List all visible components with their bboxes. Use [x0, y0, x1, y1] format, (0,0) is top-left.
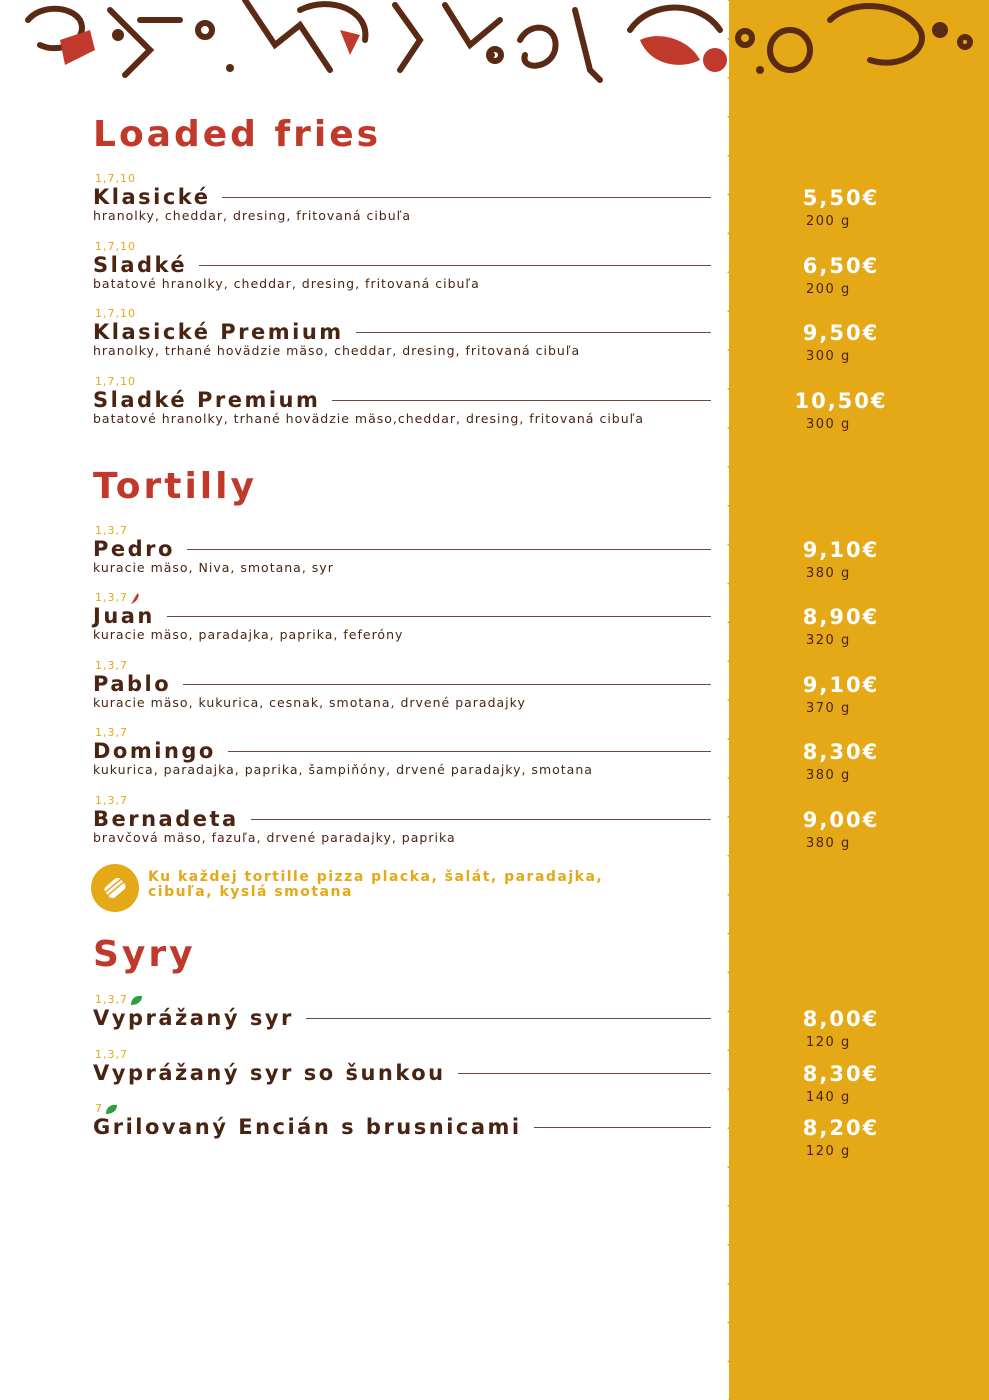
menu-item — [93, 591, 893, 651]
item-weight: 120 g — [806, 1144, 851, 1159]
item-weight: 300 g — [806, 417, 851, 432]
item-name: Sladké — [93, 253, 188, 277]
vegetarian-leaf-icon — [105, 1104, 118, 1115]
menu-item — [93, 659, 893, 719]
menu-item — [93, 1048, 893, 1108]
item-name-row — [93, 1005, 711, 1031]
item-price: 5,50€ — [802, 186, 880, 210]
item-name-row — [93, 603, 711, 629]
section-title-loaded-fries: Loaded fries — [93, 114, 382, 155]
allergens-label: 1,7,10 — [95, 172, 136, 185]
item-weight: 320 g — [806, 633, 851, 648]
leader-line — [199, 265, 711, 266]
allergens-label: 1,3,7 — [95, 524, 128, 537]
item-description: bravčová mäso, fazuľa, drvené paradajky, paprika — [93, 830, 456, 845]
item-weight: 380 g — [806, 836, 851, 851]
allergens-label: 7 — [95, 1102, 118, 1115]
tortilla-note-text: Ku každej tortille pizza placka, šalát, paradajka, cibuľa, kyslá smotana — [148, 869, 604, 900]
leader-line — [167, 616, 711, 617]
allergens-label: 1,3,7 — [95, 794, 128, 807]
aztec-pattern-icon — [0, 0, 989, 92]
item-price: 6,50€ — [802, 254, 880, 278]
section-title-tortilly: Tortilly — [93, 466, 257, 507]
menu-item — [93, 794, 893, 854]
menu-item — [93, 1102, 893, 1162]
allergens-label: 1,3,7 — [95, 726, 128, 739]
leader-line — [534, 1127, 711, 1128]
item-weight: 370 g — [806, 701, 851, 716]
item-name: Domingo — [93, 739, 216, 763]
tortilla-note — [91, 864, 651, 914]
leader-line — [251, 819, 711, 820]
item-name: Sladké Premium — [93, 388, 321, 412]
item-name-row — [93, 671, 711, 697]
item-price: 9,00€ — [802, 808, 880, 832]
item-name-row — [93, 387, 711, 413]
menu-item — [93, 993, 893, 1053]
leader-line — [222, 197, 711, 198]
menu-item — [93, 240, 893, 300]
leader-line — [183, 684, 711, 685]
allergens-label: 1,7,10 — [95, 240, 136, 253]
item-name: Pablo — [93, 672, 172, 696]
item-price: 9,10€ — [802, 673, 880, 697]
item-weight: 380 g — [806, 566, 851, 581]
item-name-row — [93, 806, 711, 832]
item-description: kuracie mäso, paradajka, paprika, feferóny — [93, 627, 404, 642]
vegetarian-leaf-icon — [130, 995, 143, 1006]
item-weight: 380 g — [806, 768, 851, 783]
item-price: 8,00€ — [802, 1007, 880, 1031]
item-name: Grilovaný Encián s brusnicami — [93, 1115, 522, 1139]
item-description: batatové hranolky, trhané hovädzie mäso,cheddar, dresing, fritovaná cibuľa — [93, 411, 644, 426]
allergens-label: 1,3,7 — [95, 1048, 128, 1061]
item-name-row — [93, 252, 711, 278]
allergens-label: 1,3,7 — [95, 659, 128, 672]
allergens-label: 1,3,7 — [95, 591, 140, 605]
menu-item — [93, 726, 893, 786]
item-name: Vyprážaný syr — [93, 1006, 294, 1030]
item-name: Pedro — [93, 537, 175, 561]
item-description: kuracie mäso, Niva, smotana, syr — [93, 560, 334, 575]
item-name-row — [93, 1060, 711, 1086]
allergens-label: 1,7,10 — [95, 375, 136, 388]
item-name-row — [93, 1114, 711, 1140]
item-price: 8,30€ — [802, 740, 880, 764]
item-weight: 120 g — [806, 1035, 851, 1050]
item-description: kukurica, paradajka, paprika, šampiňóny, drvené paradajky, smotana — [93, 762, 593, 777]
menu-item — [93, 524, 893, 584]
item-price: 9,10€ — [802, 538, 880, 562]
item-description: hranolky, cheddar, dresing, fritovaná cibuľa — [93, 208, 412, 223]
item-price: 8,90€ — [802, 605, 880, 629]
leader-line — [458, 1073, 711, 1074]
item-name-row — [93, 536, 711, 562]
item-name-row — [93, 738, 711, 764]
item-price: 8,20€ — [802, 1116, 880, 1140]
tortilla-icon — [91, 864, 139, 912]
item-price: 8,30€ — [802, 1062, 880, 1086]
menu-item — [93, 375, 893, 435]
leader-line — [187, 549, 711, 550]
item-weight: 200 g — [806, 282, 851, 297]
item-price: 9,50€ — [802, 321, 880, 345]
item-description: kuracie mäso, kukurica, cesnak, smotana, drvené paradajky — [93, 695, 526, 710]
item-name: Klasické Premium — [93, 320, 344, 344]
section-title-syry: Syry — [93, 934, 196, 975]
item-weight: 200 g — [806, 214, 851, 229]
item-price: 10,50€ — [794, 389, 888, 413]
item-name: Bernadeta — [93, 807, 239, 831]
allergens-label: 1,7,10 — [95, 307, 136, 320]
leader-line — [356, 332, 711, 333]
menu-item — [93, 172, 893, 232]
item-name-row — [93, 319, 711, 345]
item-description: batatové hranolky, cheddar, dresing, fritovaná cibuľa — [93, 276, 480, 291]
leader-line — [306, 1018, 711, 1019]
item-name: Klasické — [93, 185, 211, 209]
item-description: hranolky, trhané hovädzie mäso, cheddar, dresing, fritovaná cibuľa — [93, 343, 581, 358]
allergens-label: 1,3,7 — [95, 993, 143, 1006]
item-name: Juan — [93, 604, 155, 628]
leader-line — [332, 400, 711, 401]
item-name-row — [93, 184, 711, 210]
menu-item — [93, 307, 893, 367]
item-name: Vyprážaný syr so šunkou — [93, 1061, 446, 1085]
item-weight: 140 g — [806, 1090, 851, 1105]
item-weight: 300 g — [806, 349, 851, 364]
leader-line — [228, 751, 711, 752]
